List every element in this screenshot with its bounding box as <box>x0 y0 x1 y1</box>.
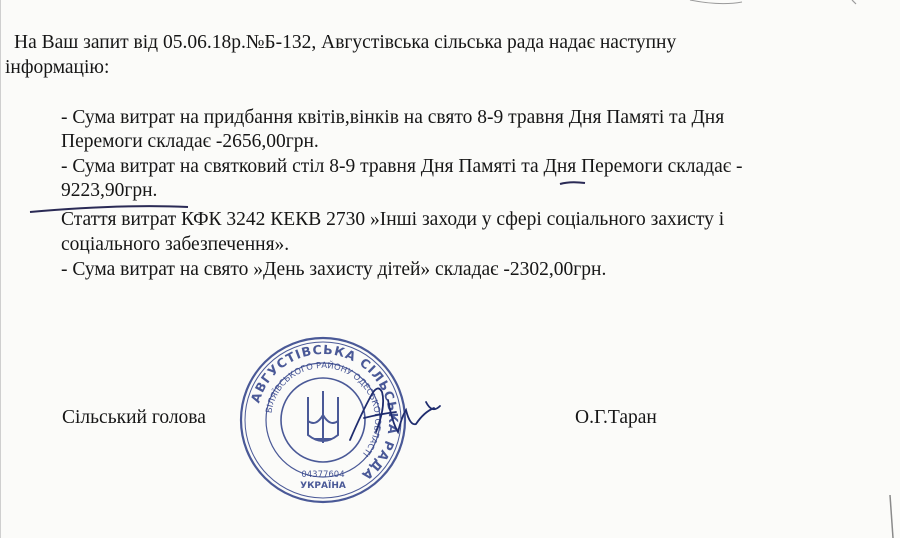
item-line-4: 9223,90грн. <box>61 180 158 201</box>
item-line-3: - Сума витрат на святковий стіл 8-9 травня Дня Памяті та Дня Перемоги складає - <box>61 156 743 177</box>
signature-name: О.Г.Таран <box>575 407 657 428</box>
item-line-7: - Сума витрат на свято »День захисту дітей» складає -2302,00грн. <box>61 259 607 280</box>
seal-country: УКРАЇНА <box>300 481 346 491</box>
trident-emblem <box>308 391 338 443</box>
item-line-2: Перемоги складає -2656,00грн. <box>61 131 319 152</box>
signature-position: Сільський голова <box>62 407 206 428</box>
intro-line-1: На Ваш запит від 05.06.18р.№Б-132, Августівська сільська рада надає наступну <box>14 32 677 53</box>
seal-outer-text: АВГУСТІВСЬКА СІЛЬСЬКА РАДА <box>247 341 402 484</box>
item-line-6: соціального забезпечення». <box>61 234 290 255</box>
intro-line-2: інформацію: <box>5 57 110 78</box>
seal-code: 04377604 <box>301 470 345 480</box>
seal-middle-text: БІЛЯЇВСЬКОГО РАЙОНУ ОДЕСЬКОЇ ОБЛАСТІ <box>264 360 383 459</box>
item-line-5: Стаття витрат КФК 3242 КЕКВ 2730 »Інші заходи у сфері соціального захисту і <box>61 209 725 230</box>
item-line-1: - Сума витрат на придбання квітів,вінків на свято 8-9 травня Дня Памяті та Дня <box>61 107 725 128</box>
handwritten-signature <box>340 372 450 452</box>
